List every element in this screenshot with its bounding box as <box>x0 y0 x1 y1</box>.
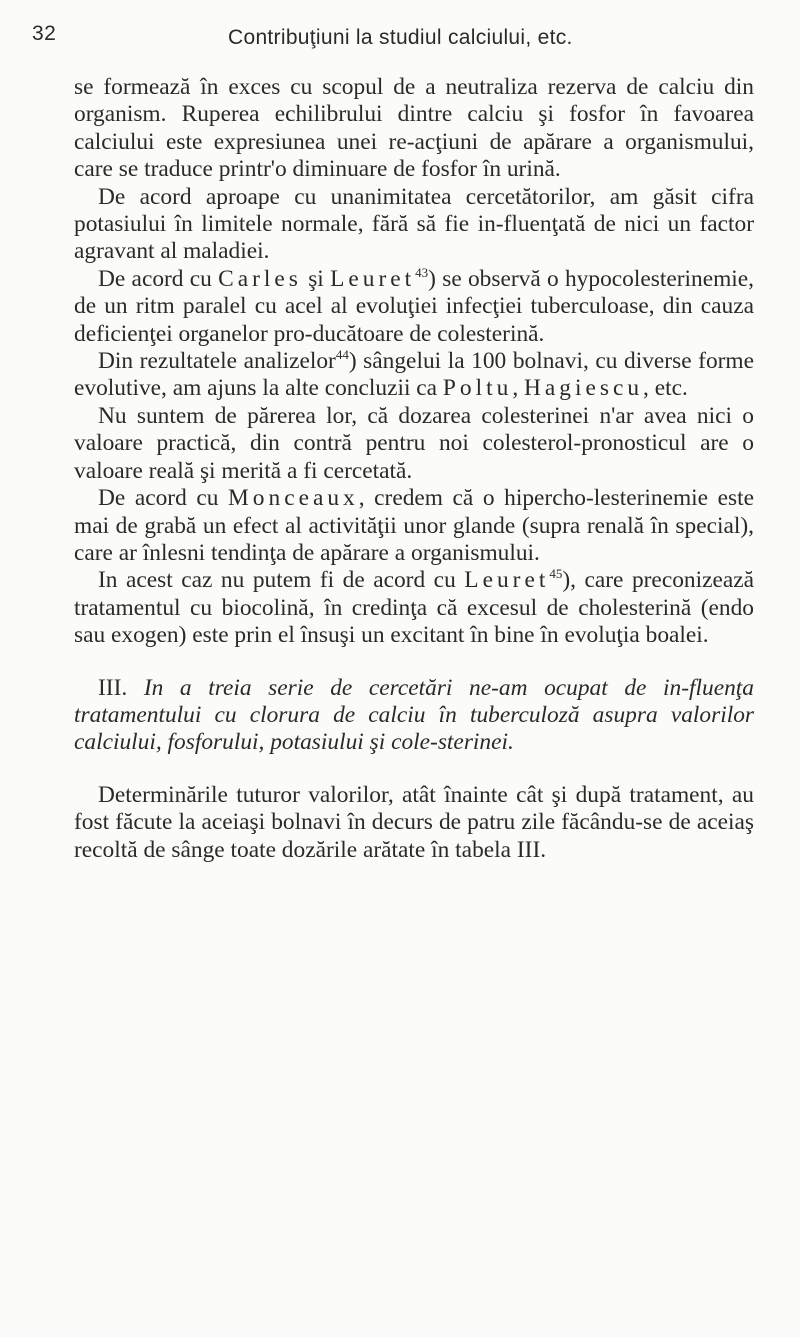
paragraph-continued: se formează în exces cu scopul de a neutraliza rezerva de calciu din organism. Ruperea echilibrului dintre calciu şi fosfor în favoarea calciului este expresiunea unei re-acţiuni de apărare a organismului, care se traduce printr'o diminuare de fosfor în urină. <box>74 74 754 183</box>
author-name: Monceaux <box>228 485 359 512</box>
text: ) sângelui la 100 bolnavi, cu diverse forme evolutive, am ajuns la alte concluzii ca <box>74 348 755 402</box>
paragraph-analyses <box>74 348 754 403</box>
text: De acord cu <box>98 485 228 512</box>
footnote-ref: 45 <box>549 566 563 582</box>
author-name: Leuret <box>330 265 416 292</box>
text: De acord cu <box>98 265 219 292</box>
text: Din rezultatele analizelor <box>98 348 336 375</box>
text: şi <box>301 265 331 292</box>
section-title: In a treia serie de cercetări ne-am ocupat de in-fluenţa tratamentului cu clorura de calciu în tuberculoză asupra valorilor calciului, fosforului, potasiului şi cole-sterinei. <box>74 674 754 756</box>
footnote-ref: 44 <box>335 347 349 363</box>
body-text <box>74 74 754 864</box>
text: , credem că o hipercho-lesterinemie este mai de grabă un efect al activităţii unor glande (supra renală în special), care ar înlesni tendinţa de apărare a organismului. <box>74 485 754 566</box>
section-gap <box>74 650 754 675</box>
author-name: Hagiescu <box>524 375 644 402</box>
author-name: Carles <box>218 265 302 292</box>
author-name: Leuret <box>464 567 550 594</box>
paragraph-potassium: De acord aproape cu unanimitatea cercetătorilor, am găsit cifra potasiului în limitele normale, fără să fie in-fluenţată de nici un factor agravant al maladiei. <box>74 183 754 265</box>
text: In acest caz nu putem fi de acord cu <box>98 567 465 594</box>
text: , <box>512 375 525 402</box>
text: ) se observă o hypocolesterinemie, de un ritm paralel cu acel al evoluţiei infecţiei tuberculoase, din cauza deficienţei organelor pro-ducătoare de colesterină. <box>74 265 754 347</box>
text: ), care preconizează tratamentul cu biocolină, în credinţa că excesul de cholesterină (endo sau exogen) este prin el însuşi un excitant în bine în evoluţia boalei. <box>74 567 754 649</box>
section-heading <box>74 675 754 757</box>
paragraph-monceaux <box>74 485 754 567</box>
section-gap <box>74 757 754 782</box>
section-number: III. <box>98 674 144 701</box>
paragraph-leuret <box>74 567 754 649</box>
running-head: Contribuţiuni la studiul calciului, etc. <box>228 26 573 49</box>
author-name: Poltu <box>442 375 513 402</box>
text: , etc. <box>643 375 688 402</box>
footnote-ref: 43 <box>415 264 429 280</box>
page-number: 32 <box>32 22 57 45</box>
paragraph-determinations: Determinările tuturor valorilor, atât înainte cât şi după tratament, au fost făcute la aceiaşi bolnavi în decurs de patru zile făcându-se de aceiaş recoltă de sânge toate dozările arătate în tabela III. <box>74 781 754 863</box>
paragraph-cholesterol <box>74 266 754 348</box>
paragraph-opinion: Nu suntem de părerea lor, că dozarea colesterinei n'ar avea nici o valoare practică, din contră pentru noi colesterol-pronosticul are o valoare reală şi merită a fi cercetată. <box>74 402 754 484</box>
